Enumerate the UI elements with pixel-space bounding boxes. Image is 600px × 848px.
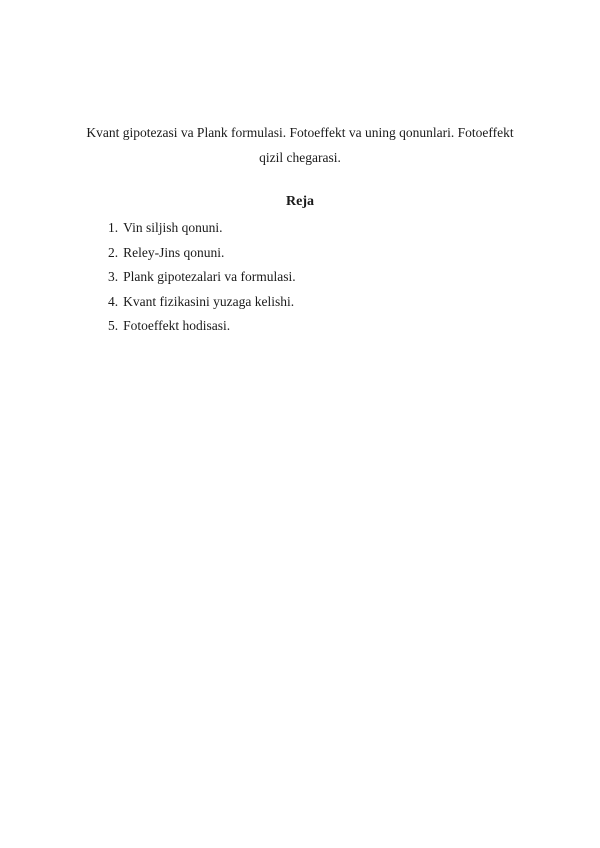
plan-item — [108, 314, 296, 339]
plan-item — [108, 241, 296, 266]
plan-list — [108, 216, 296, 339]
plan-item — [108, 265, 296, 290]
plan-item-text: Plank gipotezalari va formulasi. — [123, 269, 296, 284]
document-title — [60, 120, 540, 170]
plan-item-number: 2. — [108, 244, 119, 260]
plan-item-text: Reley-Jins qonuni. — [123, 244, 225, 260]
document-title-line-2: qizil chegarasi. — [259, 150, 341, 165]
plan-item-number: 1. — [108, 220, 119, 235]
plan-item-number: 3. — [108, 269, 119, 284]
plan-item-text: Kvant fizikasini yuzaga kelishi. — [123, 293, 295, 309]
plan-item — [108, 216, 296, 241]
plan-item-text: Fotoeffekt hodisasi. — [123, 318, 231, 333]
plan-heading: Reja — [286, 194, 314, 209]
document-title-line-1: Kvant gipotezasi va Plank formulasi. Fotoeffekt va uning qonunlari. Fotoeffekt — [86, 125, 514, 140]
plan-item-number: 4. — [108, 293, 119, 309]
plan-item-text: Vin siljish qonuni. — [123, 220, 223, 235]
plan-item-number: 5. — [108, 318, 119, 333]
plan-item — [108, 290, 296, 315]
